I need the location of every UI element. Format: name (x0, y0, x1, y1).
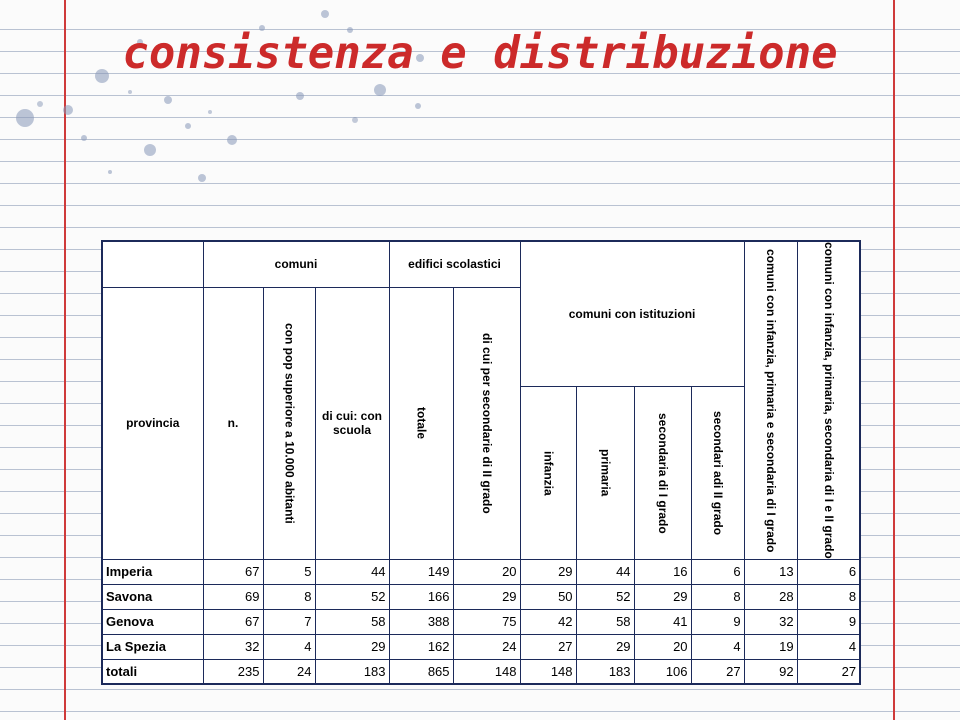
sec1-cell: 29 (634, 584, 691, 609)
secondarie-cell: 29 (453, 584, 520, 609)
pop-cell: 7 (263, 609, 315, 634)
c2-cell: 9 (797, 609, 860, 634)
sec2-cell: 4 (691, 634, 744, 659)
header-secondarie: di cui per secondarie di II grado (453, 287, 520, 559)
secondarie-cell: 20 (453, 559, 520, 584)
provincia-cell: La Spezia (102, 634, 203, 659)
sec1-cell: 16 (634, 559, 691, 584)
c1-cell: 19 (744, 634, 797, 659)
pop-cell: 24 (263, 659, 315, 684)
secondarie-cell: 75 (453, 609, 520, 634)
provincia-cell: Genova (102, 609, 203, 634)
page-title: consistenza e distribuzione (122, 28, 838, 79)
table-body (102, 559, 860, 684)
infanzia-cell: 50 (520, 584, 576, 609)
header-sec1: secondaria di I grado (634, 387, 691, 560)
provincia-cell: totali (102, 659, 203, 684)
right-margin-line (893, 0, 895, 720)
header-corner (102, 241, 203, 287)
c2-cell: 6 (797, 559, 860, 584)
n-cell: 67 (203, 559, 263, 584)
header-edifici: edifici scolastici (389, 241, 520, 287)
c2-cell: 27 (797, 659, 860, 684)
header-dicui: di cui: con scuola (315, 287, 389, 559)
primaria-cell: 183 (576, 659, 634, 684)
infanzia-cell: 42 (520, 609, 576, 634)
totale-cell: 865 (389, 659, 453, 684)
table-row (102, 559, 860, 584)
c1-cell: 92 (744, 659, 797, 684)
header-istituzioni: comuni con istituzioni (520, 241, 744, 387)
dicui-cell: 58 (315, 609, 389, 634)
sec2-cell: 8 (691, 584, 744, 609)
dicui-cell: 183 (315, 659, 389, 684)
secondarie-cell: 148 (453, 659, 520, 684)
pop-cell: 4 (263, 634, 315, 659)
secondarie-cell: 24 (453, 634, 520, 659)
c2-cell: 8 (797, 584, 860, 609)
header-n: n. (203, 287, 263, 559)
c1-cell: 13 (744, 559, 797, 584)
c1-cell: 28 (744, 584, 797, 609)
primaria-cell: 29 (576, 634, 634, 659)
infanzia-cell: 148 (520, 659, 576, 684)
header-infanzia: infanzia (520, 387, 576, 560)
infanzia-cell: 27 (520, 634, 576, 659)
table-row (102, 609, 860, 634)
header-totale: totale (389, 287, 453, 559)
totale-cell: 162 (389, 634, 453, 659)
header-inf-prim-sec12: comuni con infanzia, primaria, secondaria di I e II grado (797, 241, 860, 559)
dicui-cell: 29 (315, 634, 389, 659)
provincia-cell: Imperia (102, 559, 203, 584)
n-cell: 69 (203, 584, 263, 609)
header-inf-prim-sec1: comuni con infanzia, primaria e secondaria di I grado (744, 241, 797, 559)
sec1-cell: 20 (634, 634, 691, 659)
primaria-cell: 52 (576, 584, 634, 609)
pop-cell: 5 (263, 559, 315, 584)
pop-cell: 8 (263, 584, 315, 609)
data-table (101, 240, 861, 685)
infanzia-cell: 29 (520, 559, 576, 584)
sec2-cell: 9 (691, 609, 744, 634)
header-sec2: secondari adi II grado (691, 387, 744, 560)
totale-cell: 149 (389, 559, 453, 584)
totale-cell: 166 (389, 584, 453, 609)
primaria-cell: 58 (576, 609, 634, 634)
header-pop: con pop superiore a 10.000 abitanti (263, 287, 315, 559)
n-cell: 67 (203, 609, 263, 634)
header-primaria: primaria (576, 387, 634, 560)
c1-cell: 32 (744, 609, 797, 634)
c2-cell: 4 (797, 634, 860, 659)
table-row (102, 659, 860, 684)
header-comuni: comuni (203, 241, 389, 287)
provincia-cell: Savona (102, 584, 203, 609)
n-cell: 32 (203, 634, 263, 659)
primaria-cell: 44 (576, 559, 634, 584)
sec2-cell: 6 (691, 559, 744, 584)
table-row (102, 634, 860, 659)
sec2-cell: 27 (691, 659, 744, 684)
sec1-cell: 41 (634, 609, 691, 634)
dicui-cell: 52 (315, 584, 389, 609)
totale-cell: 388 (389, 609, 453, 634)
n-cell: 235 (203, 659, 263, 684)
header-provincia: provincia (102, 287, 203, 559)
sec1-cell: 106 (634, 659, 691, 684)
dicui-cell: 44 (315, 559, 389, 584)
table-row (102, 584, 860, 609)
